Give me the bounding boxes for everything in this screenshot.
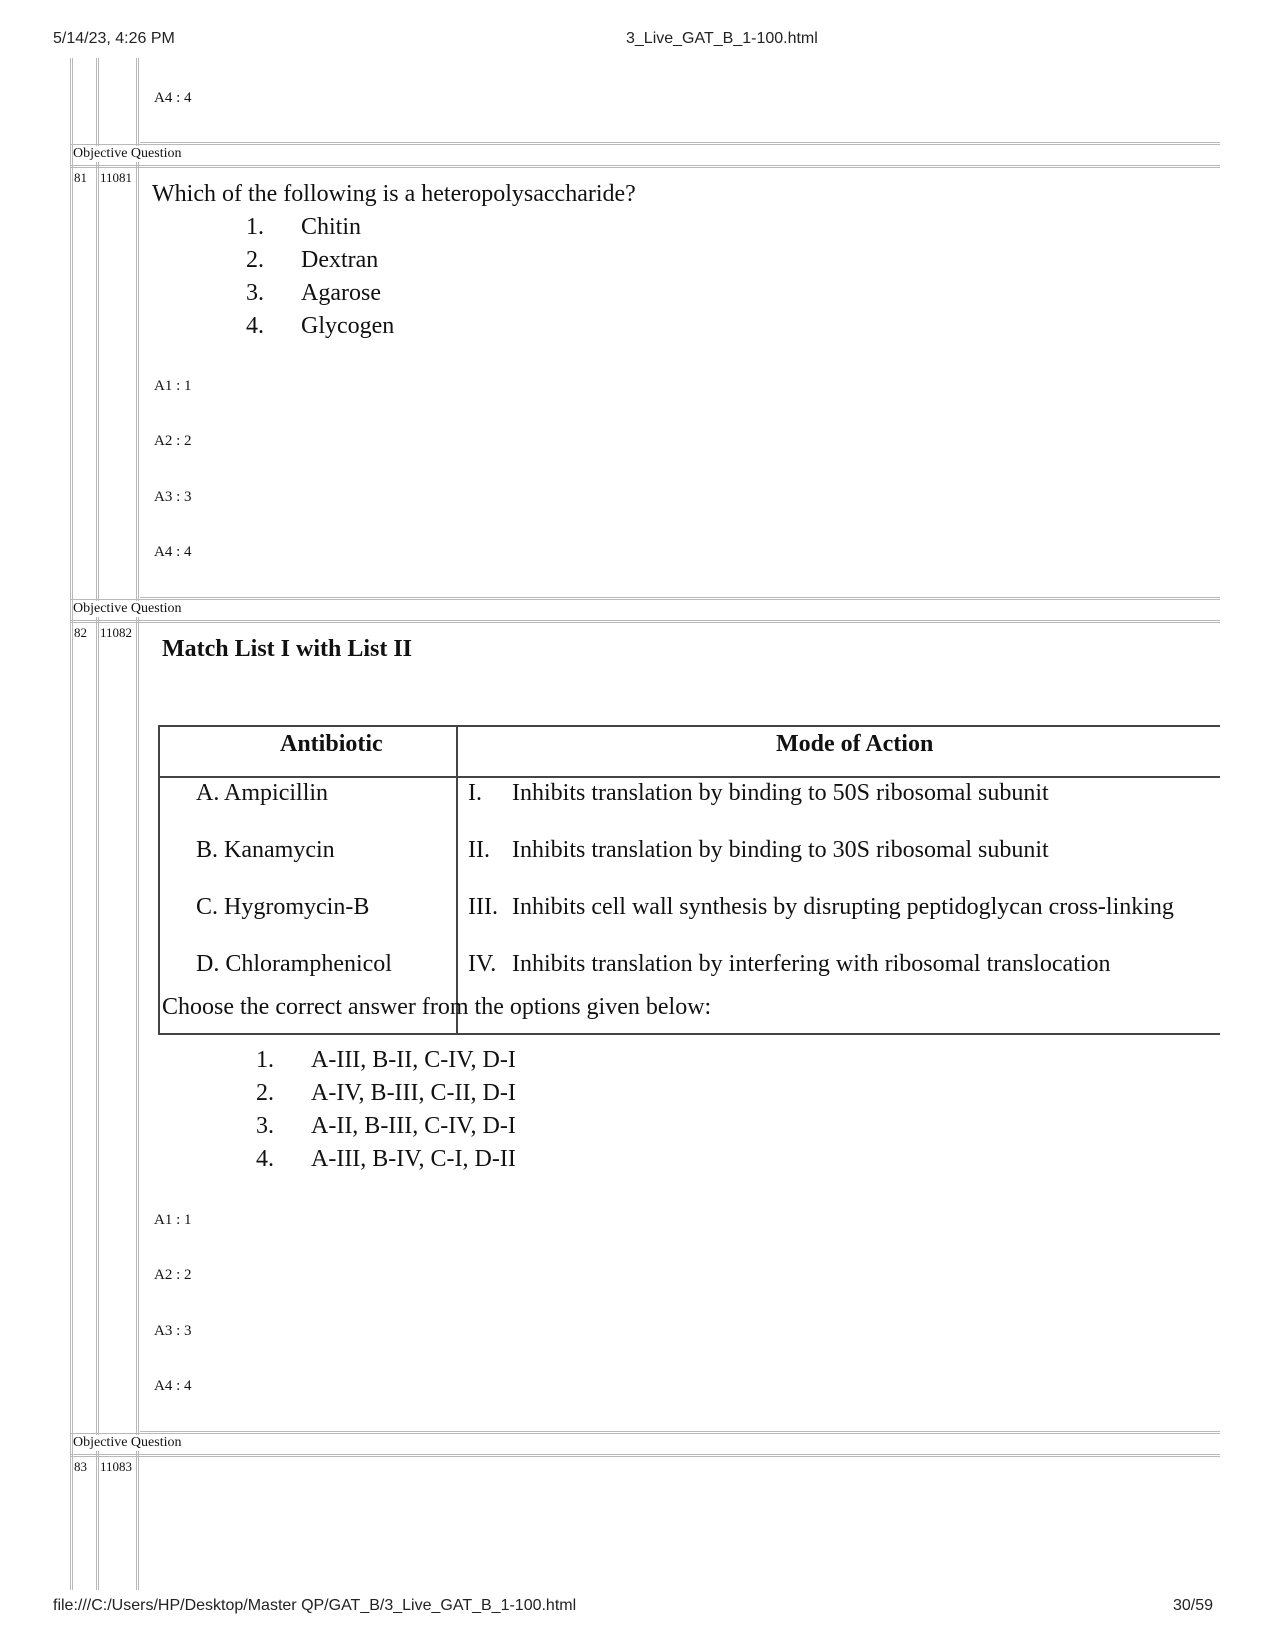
print-datetime: 5/14/23, 4:26 PM — [53, 30, 175, 47]
list2-text: Inhibits translation by interfering with ribosomal translocation — [512, 951, 1111, 977]
q82-title: Match List I with List II — [162, 636, 413, 662]
q83-id: 11083 — [100, 1459, 133, 1474]
q81-answer-1: A1 : 1 — [154, 378, 192, 394]
list1-item: A. Ampicillin — [196, 780, 329, 806]
q81-question-text: Which of the following is a heteropolysaccharide? — [152, 181, 636, 207]
q81-answer-2: A2 : 2 — [154, 433, 192, 449]
q82-serial: 82 — [74, 625, 87, 640]
col-header-mode-of-action: Mode of Action — [776, 731, 934, 757]
list2-key: III. — [468, 894, 498, 920]
section-label: Objective Question — [73, 601, 182, 616]
q82-answer-1: A1 : 1 — [154, 1212, 192, 1228]
list1-item: B. Kanamycin — [196, 837, 335, 863]
list2-key: II. — [468, 837, 490, 863]
q81-id: 11081 — [100, 170, 133, 185]
col-header-antibiotic: Antibiotic — [280, 731, 383, 757]
list1-item: C. Hygromycin-B — [196, 894, 370, 920]
q82-answer-2: A2 : 2 — [154, 1267, 192, 1283]
print-file-path: file:///C:/Users/HP/Desktop/Master QP/GAT_B/3_Live_GAT_B_1-100.html — [53, 1597, 577, 1614]
list2-key: IV. — [468, 951, 497, 977]
list2-text: Inhibits translation by binding to 50S ribosomal subunit — [512, 780, 1049, 806]
list2-text: Inhibits cell wall synthesis by disrupting peptidoglycan cross-linking — [512, 894, 1174, 920]
prev-answer-4: A4 : 4 — [154, 90, 192, 106]
q81-serial: 81 — [74, 170, 87, 185]
q82-answer-4: A4 : 4 — [154, 1378, 192, 1394]
print-page-indicator: 30/59 — [1172, 1597, 1213, 1614]
section-label: Objective Question — [73, 146, 182, 161]
section-label: Objective Question — [73, 1435, 182, 1450]
q83-serial: 83 — [74, 1459, 87, 1474]
q82-prompt: Choose the correct answer from the options given below: — [162, 994, 712, 1020]
list2-key: I. — [468, 780, 482, 806]
question-paper-table: A4 : 4 Objective Question 81 11081 Which of the following is a heteropolysaccharide? 1. Chitin 2. Dextran 3. Agarose 4. Glycogen A1 : 1 A2 : 2 A3 : 3 A4 : 4 Objective Question 82 11082 Match List I with List II Antibiotic Mode of Action A. Ampicillin B. Kanamycin C. Hygromycin-B D. Chloramphenicol I. Inhibits translation by binding to 50S ribosomal subunit II. Inhibits translation by binding to 30S ribosomal subunit III. Inhibits cell wall synthesis by disrupting peptidoglycan cross-linking IV. Inhibits translation by interfering with ribosomal translocation Choose the correct answer from the options given below: 1. A-III, B-II, C-IV, D-I 2. A-IV, B-III, C-II, D-I 3. A-II, B-III, C-IV, D-I 4. A-III, B-IV, C-I, D-II A1 : 1 A2 : 2 A3 : 3 A4 : 4 Objective Question 83 11083 — [70, 58, 1220, 1590]
q81-answer-4: A4 : 4 — [154, 544, 192, 560]
print-doc-title: 3_Live_GAT_B_1-100.html — [626, 30, 818, 47]
q81-answer-3: A3 : 3 — [154, 489, 192, 505]
q82-answer-3: A3 : 3 — [154, 1323, 192, 1339]
q82-match-table — [158, 725, 1220, 1035]
list2-text: Inhibits translation by binding to 30S ribosomal subunit — [512, 837, 1049, 863]
list1-item: D. Chloramphenicol — [196, 951, 392, 977]
q82-id: 11082 — [100, 625, 133, 640]
